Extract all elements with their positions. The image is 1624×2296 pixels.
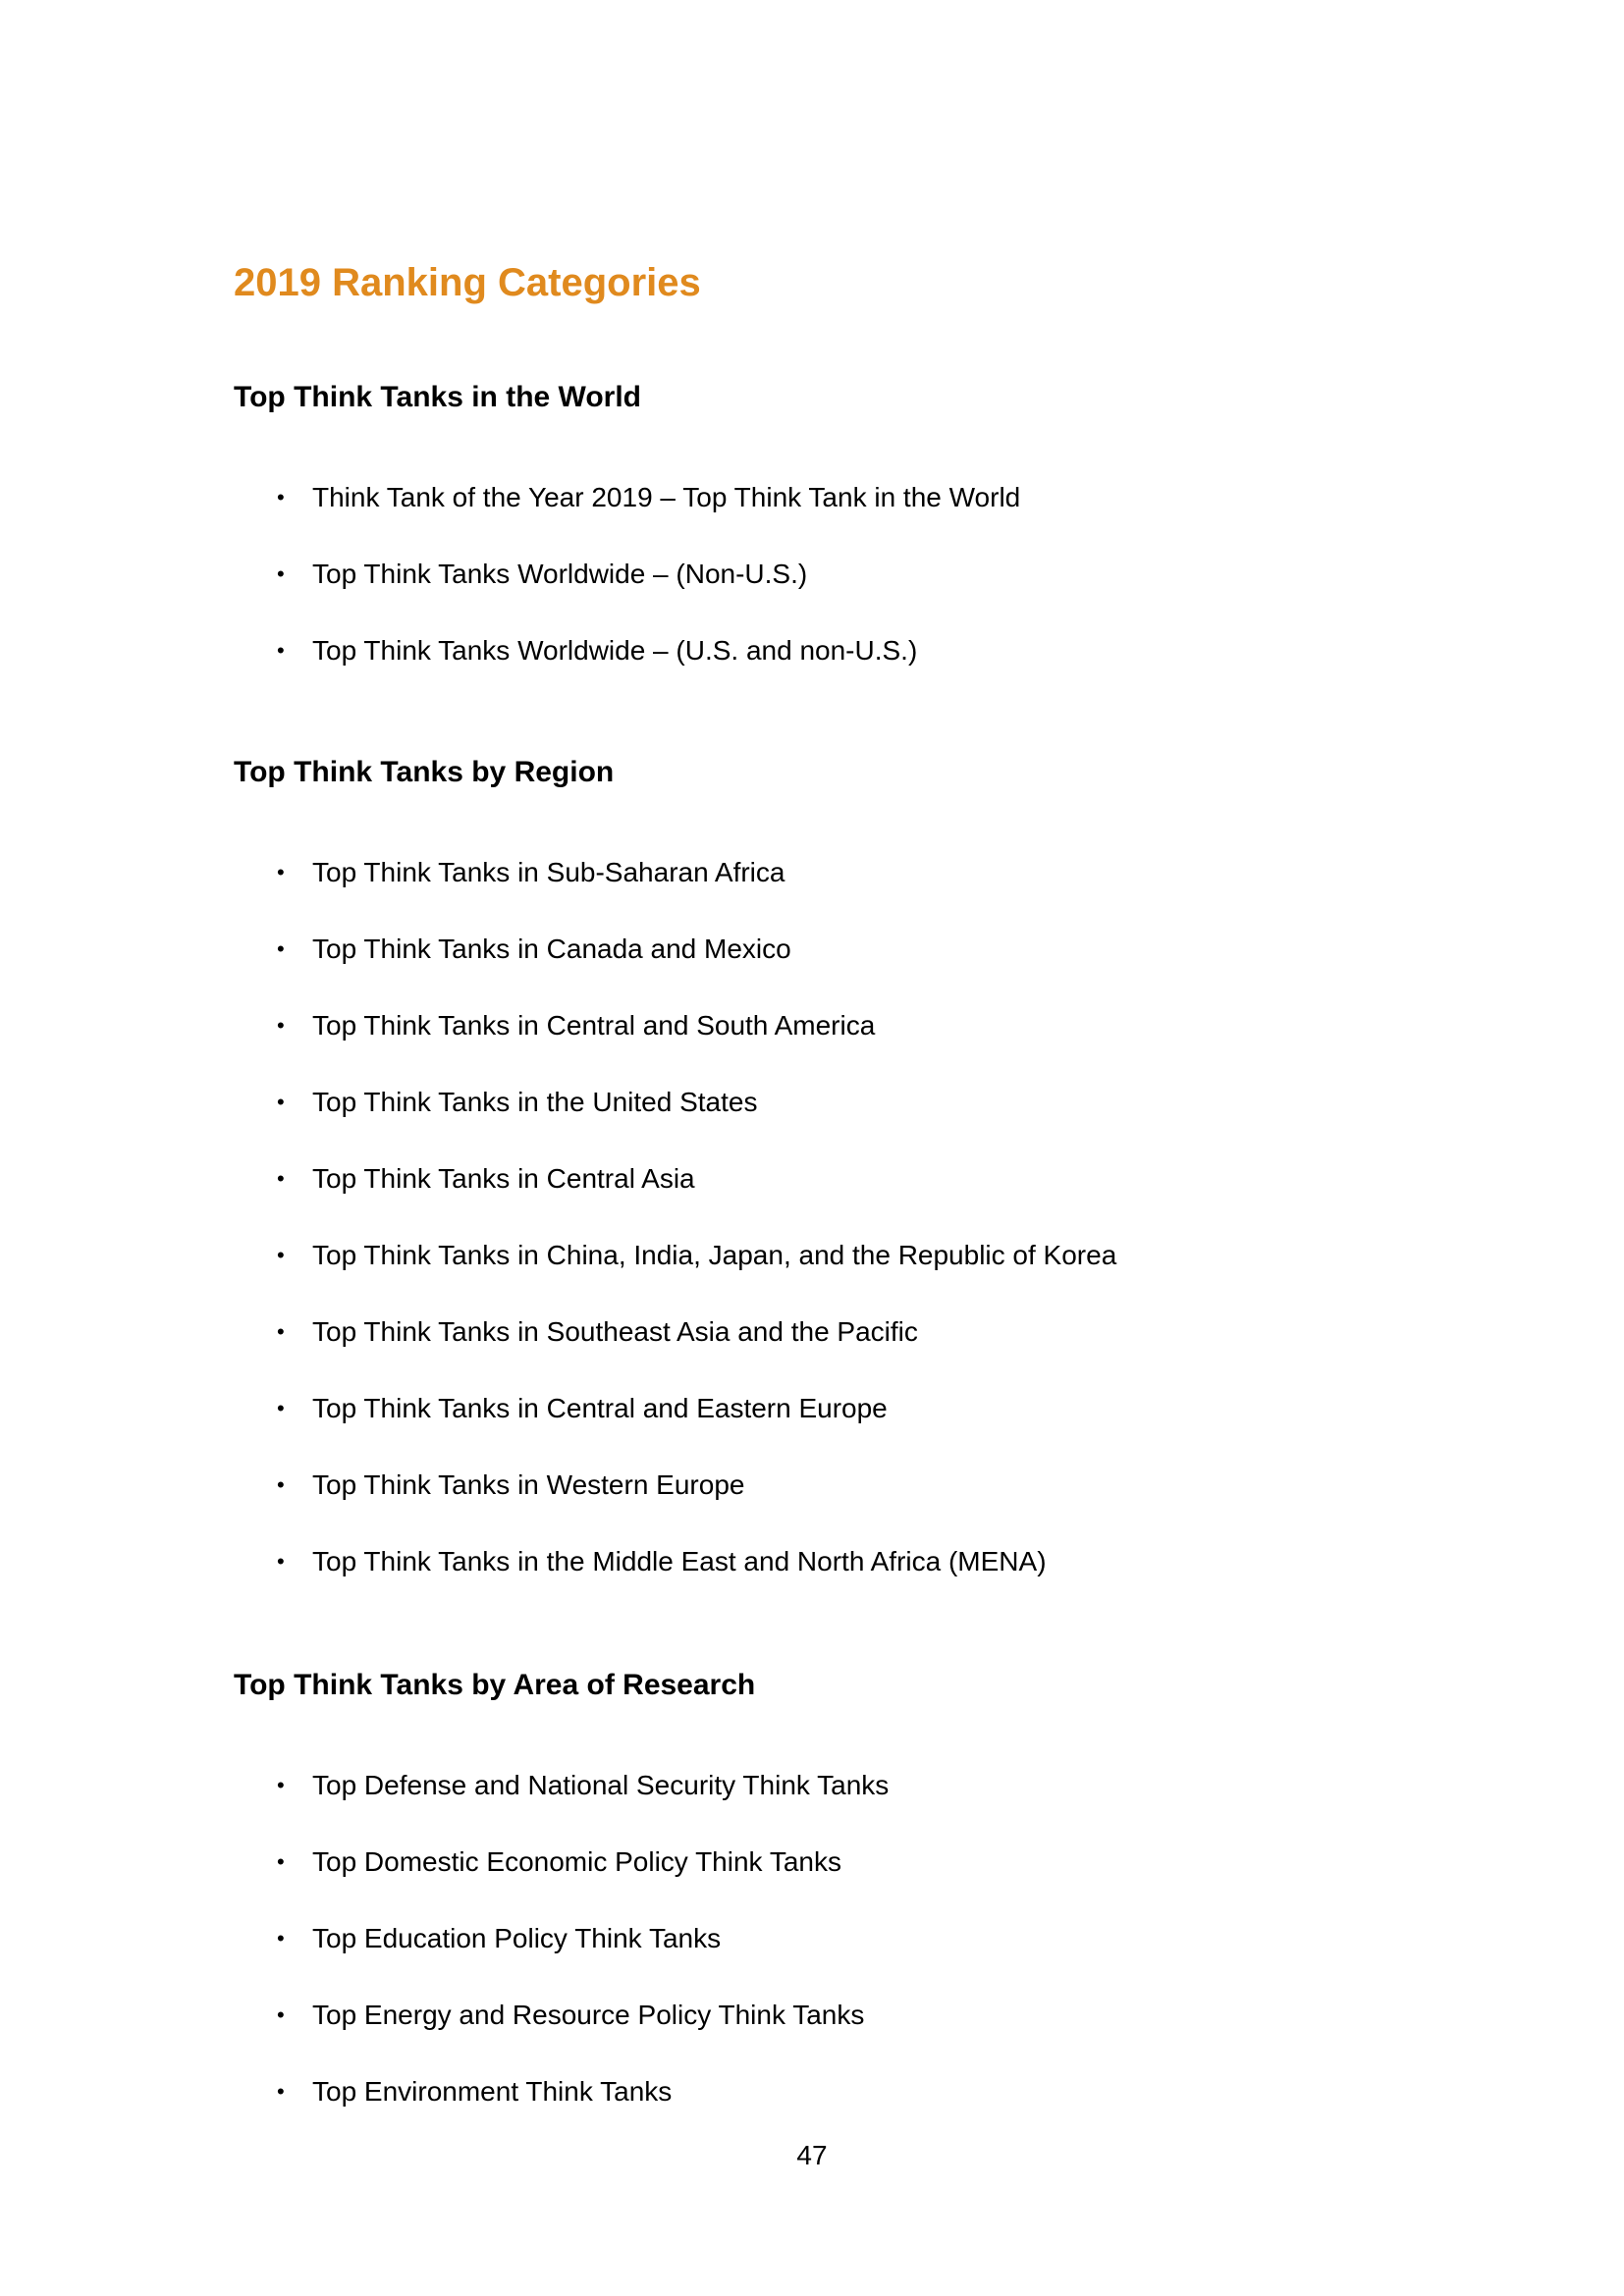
bullet-icon: • [277,1849,285,1874]
list-item: • Top Think Tanks in the Middle East and North Africa (MENA) [277,1546,1047,1576]
list-item: • Top Domestic Economic Policy Think Tanks [277,1846,841,1877]
list-item: • Top Defense and National Security Think Tanks [277,1770,890,1800]
bullet-icon: • [277,638,285,663]
bullet-icon: • [277,860,285,884]
bullet-icon: • [277,1926,285,1950]
section-heading-world: Top Think Tanks in the World [234,381,641,413]
page-number: 47 [796,2140,828,2170]
list-item: • Top Think Tanks in Western Europe [277,1469,745,1500]
bullet-icon: • [277,1166,285,1191]
list-item: • Top Think Tanks in the United States [277,1087,758,1117]
list-item: • Top Think Tanks in Central and South America [277,1010,876,1041]
list-item: • Top Education Policy Think Tanks [277,1923,722,1953]
list-world [234,459,1412,689]
page-title: 2019 Ranking Categories [234,261,701,304]
bullet-icon: • [277,1090,285,1114]
section-region [234,753,1412,1600]
list-item: • Top Think Tanks in Central Asia [277,1163,695,1194]
list-item: • Top Energy and Resource Policy Think Tanks [277,2000,865,2030]
list-region [234,834,1412,1600]
bullet-icon: • [277,2002,285,2027]
bullet-icon: • [277,1396,285,1420]
bullet-icon: • [277,2079,285,2104]
list-item: • Top Think Tanks in Sub-Saharan Africa [277,857,785,887]
bullet-icon: • [277,1773,285,1797]
bullet-icon: • [277,1549,285,1574]
list-item: • Top Think Tanks in China, India, Japan, and the Republic of Korea [277,1240,1117,1270]
section-heading-research: Top Think Tanks by Area of Research [234,1669,756,1701]
bullet-icon: • [277,1319,285,1344]
bullet-icon: • [277,1243,285,1267]
list-item: • Think Tank of the Year 2019 – Top Think Tank in the World [277,482,1021,512]
bullet-icon: • [277,485,285,509]
bullet-icon: • [277,561,285,586]
list-item: • Top Think Tanks Worldwide – (U.S. and non-U.S.) [277,635,918,666]
list-item: • Top Think Tanks in Canada and Mexico [277,934,791,964]
list-item: • Top Think Tanks in Southeast Asia and the Pacific [277,1316,918,1347]
section-research [234,1666,1412,2130]
section-world [234,378,1412,689]
section-heading-region: Top Think Tanks by Region [234,756,615,788]
bullet-icon: • [277,936,285,961]
bullet-icon: • [277,1013,285,1038]
list-item: • Top Think Tanks Worldwide – (Non-U.S.) [277,559,808,589]
bullet-icon: • [277,1472,285,1497]
list-item: • Top Think Tanks in Central and Eastern Europe [277,1393,888,1423]
list-item: • Top Environment Think Tanks [277,2076,673,2107]
list-research [234,1747,1412,2130]
